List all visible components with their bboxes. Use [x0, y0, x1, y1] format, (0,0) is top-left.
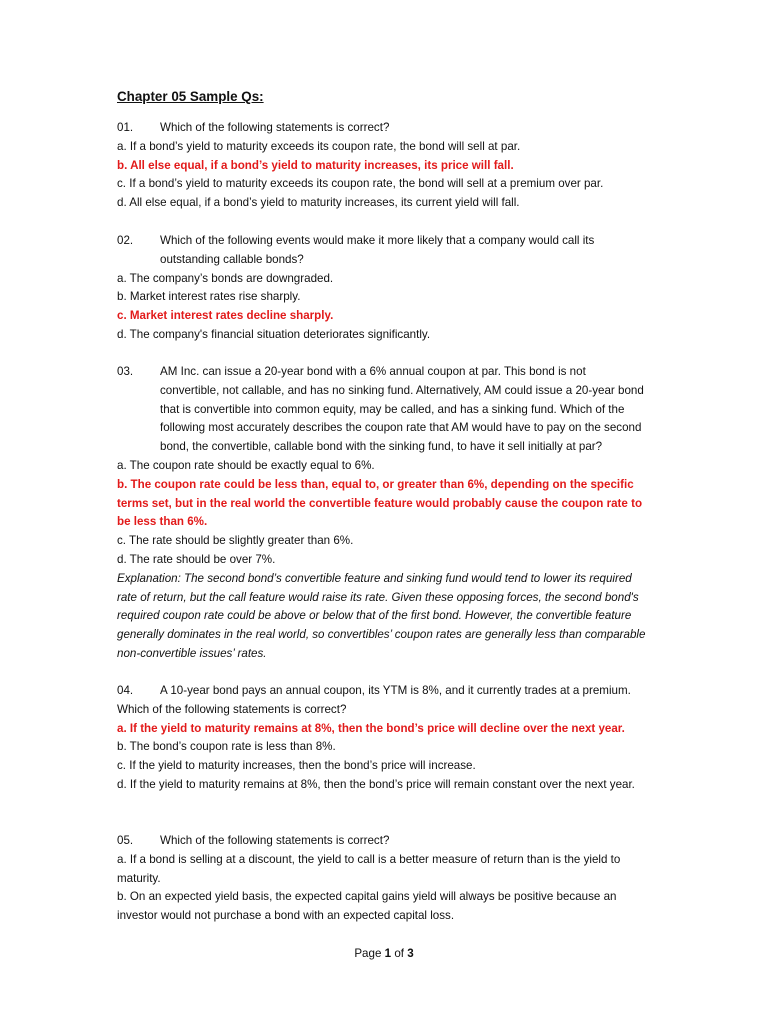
correct-answer: b. The coupon rate could be less than, equal to, or greater than 6%, depending on the specific terms set, but in the real world the convertible feature would probably cause the coupon rate to be less than 6%. — [117, 477, 643, 529]
option-a: a. The company’s bonds are downgraded. — [117, 271, 334, 285]
option-d: d. The company's financial situation deteriorates significantly. — [117, 327, 431, 341]
question-number: 03. — [117, 365, 134, 378]
question-text: AM Inc. can issue a 20-year bond with a 6% annual coupon at par. This bond is not convertible, not callable, and has no sinking fund. Alternatively, AM could issue a 20-year bond that is convertible into common equity, may be called, and has a sinking fund. Which of the following most accurately describes the coupon rate that AM would have to pay on the second bond, the convertible, callable bond with the sinking fund, to have it sell initially at par? — [160, 365, 644, 454]
correct-answer: b. All else equal, if a bond’s yield to maturity increases, its price will fall. — [117, 158, 514, 172]
question-3 — [117, 363, 647, 664]
question-stem — [117, 119, 647, 138]
page-footer — [0, 945, 768, 963]
option-b: b. The bond’s coupon rate is less than 8%. — [117, 740, 336, 754]
option-d: d. All else equal, if a bond’s yield to maturity increases, its current yield will fall. — [117, 196, 520, 210]
question-number: 02. — [117, 234, 134, 247]
option-d: d. The rate should be over 7%. — [117, 552, 276, 566]
question-text: A 10-year bond pays an annual coupon, its YTM is 8%, and it currently trades at a premium. — [160, 684, 631, 697]
correct-answer: c. Market interest rates decline sharply. — [117, 309, 334, 323]
page-title: Chapter 05 Sample Qs: — [117, 89, 264, 104]
question-text: Which of the following statements is correct? — [160, 834, 390, 847]
question-text: Which of the following events would make it more likely that a company would call its outstanding callable bonds? — [160, 234, 595, 266]
question-number: 01. — [117, 121, 134, 134]
question-5 — [117, 832, 647, 926]
question-1 — [117, 119, 647, 213]
option-c: c. If the yield to maturity increases, then the bond’s price will increase. — [117, 759, 476, 773]
option-c: c. The rate should be slightly greater than 6%. — [117, 534, 354, 548]
page-number: 1 — [384, 947, 392, 960]
question-4 — [117, 682, 647, 795]
correct-answer: a. If the yield to maturity remains at 8%, then the bond’s price will decline over the next year. — [117, 721, 625, 735]
question-stem — [117, 682, 647, 701]
option-c: c. If a bond’s yield to maturity exceeds its coupon rate, the bond will sell at a premium over par. — [117, 177, 604, 191]
question-stem — [117, 832, 647, 851]
option-a: a. If a bond’s yield to maturity exceeds its coupon rate, the bond will sell at par. — [117, 139, 521, 153]
explanation: Explanation: The second bond’s convertible feature and sinking fund would tend to lower its required rate of return, but the call feature would raise its rate. Given these opposing forces, the second bond's required coupon rate could be above or below that of the first bond. However, the convertible feature generally dominates in the real world, so convertibles’ coupon rates are generally less than comparable non-convertible issues’ rates. — [117, 571, 646, 660]
option-d: d. If the yield to maturity remains at 8%, then the bond’s price will remain constant over the next year. — [117, 777, 635, 791]
question-number: 04. — [117, 684, 134, 697]
option-a: a. The coupon rate should be exactly equal to 6%. — [117, 458, 375, 472]
question-stem — [117, 232, 647, 270]
page-word: Page — [354, 947, 382, 960]
option-a: a. If a bond is selling at a discount, the yield to call is a better measure of return than is the yield to maturity. — [117, 852, 621, 885]
question-stem — [117, 363, 647, 457]
question-number: 05. — [117, 834, 134, 847]
question-text-continued: Which of the following statements is correct? — [117, 702, 347, 716]
of-word: of — [394, 947, 404, 960]
question-2 — [117, 232, 647, 345]
option-b: b. On an expected yield basis, the expected capital gains yield will always be positive because an investor would not purchase a bond with an expected capital loss. — [117, 890, 617, 923]
option-b: b. Market interest rates rise sharply. — [117, 290, 301, 304]
question-text: Which of the following statements is correct? — [160, 121, 390, 134]
page-total: 3 — [407, 947, 414, 960]
